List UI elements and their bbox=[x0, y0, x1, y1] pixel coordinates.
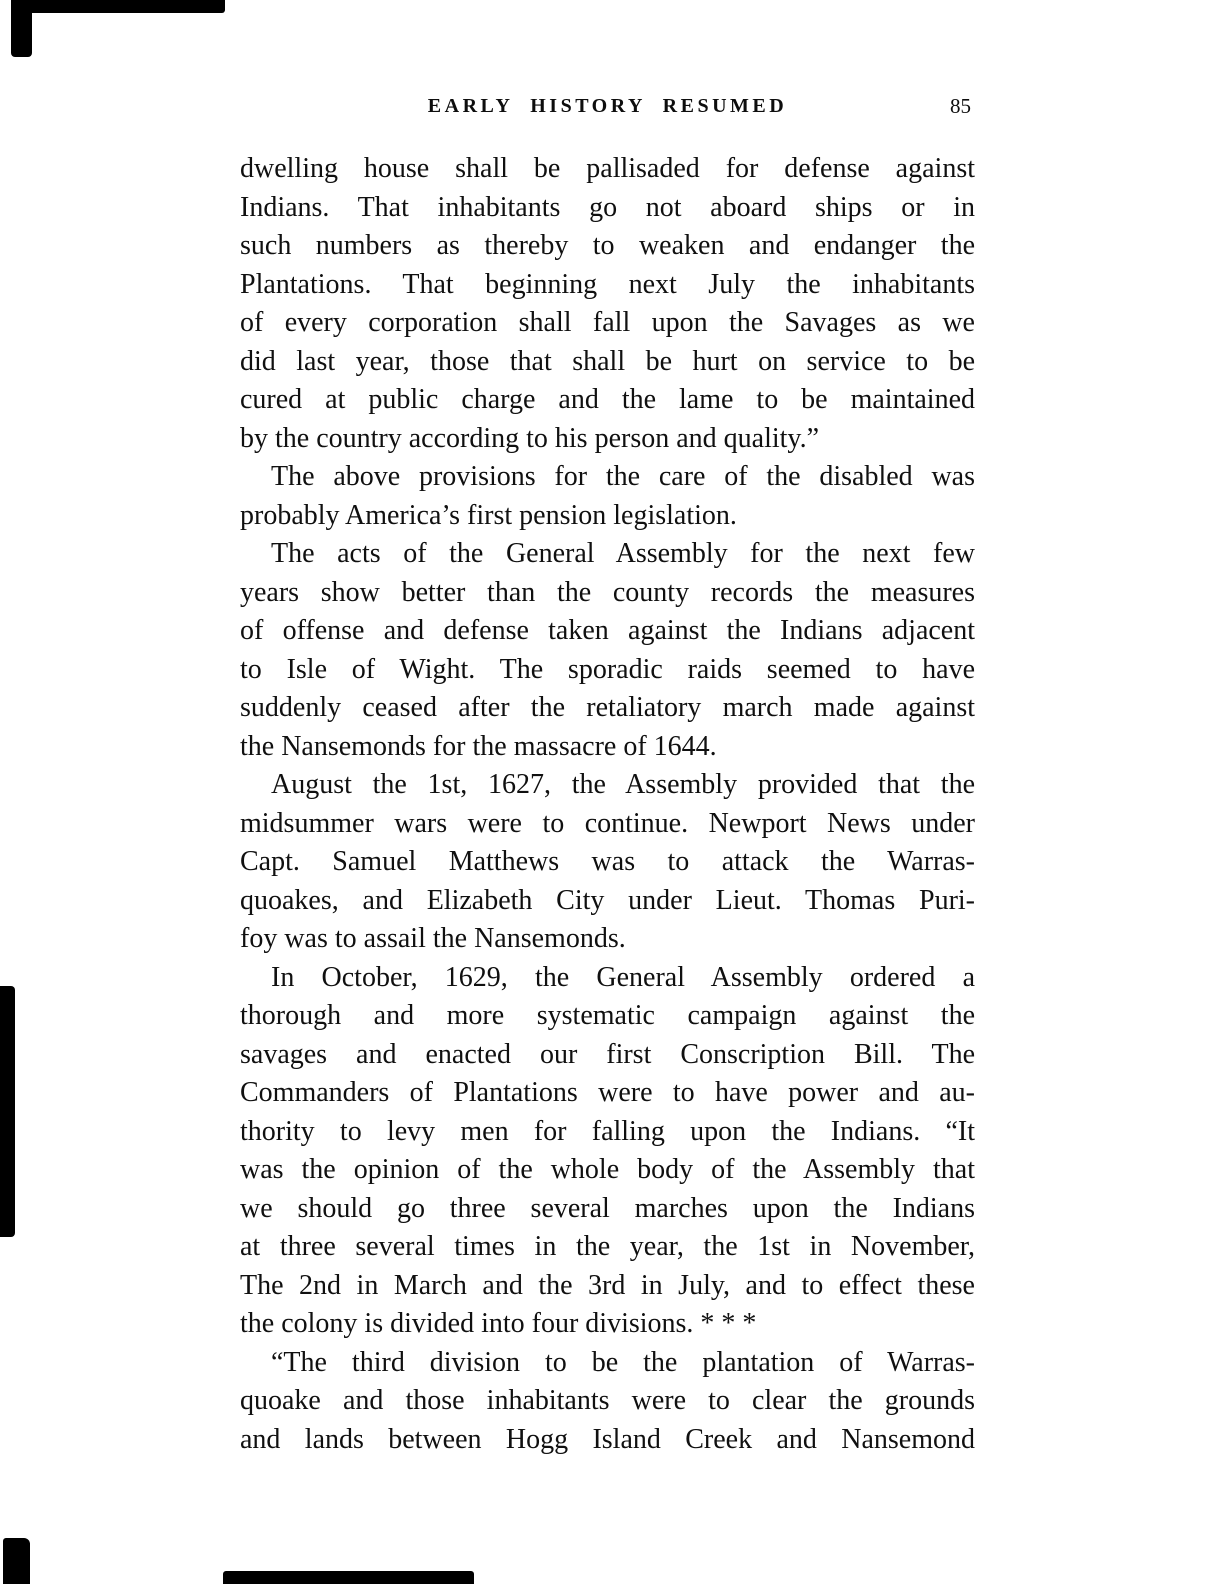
text-line: The acts of the General Assembly for the next few bbox=[271, 538, 975, 569]
text-line: did last year, those that shall be hurt on service to be bbox=[240, 345, 975, 377]
text-line: probably America’s first pension legislation. bbox=[240, 499, 737, 531]
page-number: 85 bbox=[950, 94, 971, 118]
text-line: by the country according to his person and quality.” bbox=[240, 422, 820, 454]
text-line: quoakes, and Elizabeth City under Lieut. Thomas Puri- bbox=[240, 884, 975, 916]
text-line: the Nansemonds for the massacre of 1644. bbox=[240, 730, 717, 762]
text-line: we should go three several marches upon the Indians bbox=[240, 1192, 975, 1224]
text-line: of offense and defense taken against the Indians adjacent bbox=[240, 615, 975, 646]
text-line: midsummer wars were to continue. Newport News under bbox=[240, 807, 975, 839]
text-line: thorough and more systematic campaign against the bbox=[240, 1000, 975, 1031]
text-line: and lands between Hogg Island Creek and Nansemond bbox=[240, 1423, 975, 1455]
text-line: such numbers as thereby to weaken and endanger the bbox=[240, 230, 975, 261]
text-line: at three several times in the year, the 1st in November, bbox=[240, 1231, 975, 1262]
text-line: The above provisions for the care of the disabled was bbox=[271, 461, 975, 492]
text-line: suddenly ceased after the retaliatory march made against bbox=[240, 692, 975, 723]
running-title: EARLY HISTORY RESUMED bbox=[427, 95, 788, 117]
scan-artifact-bottom-edge-bar bbox=[223, 1571, 474, 1584]
text-line: Indians. That inhabitants go not aboard ships or in bbox=[240, 191, 975, 223]
text-line: the colony is divided into four divisions. * * * bbox=[240, 1308, 757, 1339]
text-line: August the 1st, 1627, the Assembly provided that the bbox=[271, 769, 975, 800]
text-line: was the opinion of the whole body of the Assembly that bbox=[240, 1154, 975, 1185]
scan-artifact-top-edge-bar bbox=[28, 0, 225, 13]
page-header bbox=[240, 92, 975, 120]
scan-artifact-bottom-left-blob bbox=[3, 1538, 30, 1584]
text-line: quoake and those inhabitants were to clear the grounds bbox=[240, 1385, 975, 1416]
text-line: savages and enacted our first Conscription Bill. The bbox=[240, 1038, 975, 1070]
text-line: thority to levy men for falling upon the Indians. “It bbox=[240, 1115, 975, 1147]
text-line: Commanders of Plantations were to have power and au- bbox=[240, 1077, 975, 1108]
text-line: of every corporation shall fall upon the Savages as we bbox=[240, 307, 975, 338]
scan-artifact-left-edge-bar bbox=[0, 986, 15, 1237]
text-line: foy was to assail the Nansemonds. bbox=[240, 923, 626, 954]
text-line: Plantations. That beginning next July the inhabitants bbox=[240, 268, 975, 300]
body-text bbox=[240, 150, 975, 1459]
text-line: The 2nd in March and the 3rd in July, and to effect these bbox=[240, 1269, 975, 1301]
text-line: dwelling house shall be pallisaded for defense against bbox=[240, 153, 975, 184]
text-line: to Isle of Wight. The sporadic raids seemed to have bbox=[240, 653, 975, 685]
text-line: “The third division to be the plantation of Warras- bbox=[271, 1346, 975, 1378]
text-line: In October, 1629, the General Assembly ordered a bbox=[271, 961, 975, 993]
text-line: years show better than the county records the measures bbox=[240, 576, 975, 608]
text-line: Capt. Samuel Matthews was to attack the Warras- bbox=[240, 846, 975, 877]
text-line: cured at public charge and the lame to be maintained bbox=[240, 384, 975, 415]
